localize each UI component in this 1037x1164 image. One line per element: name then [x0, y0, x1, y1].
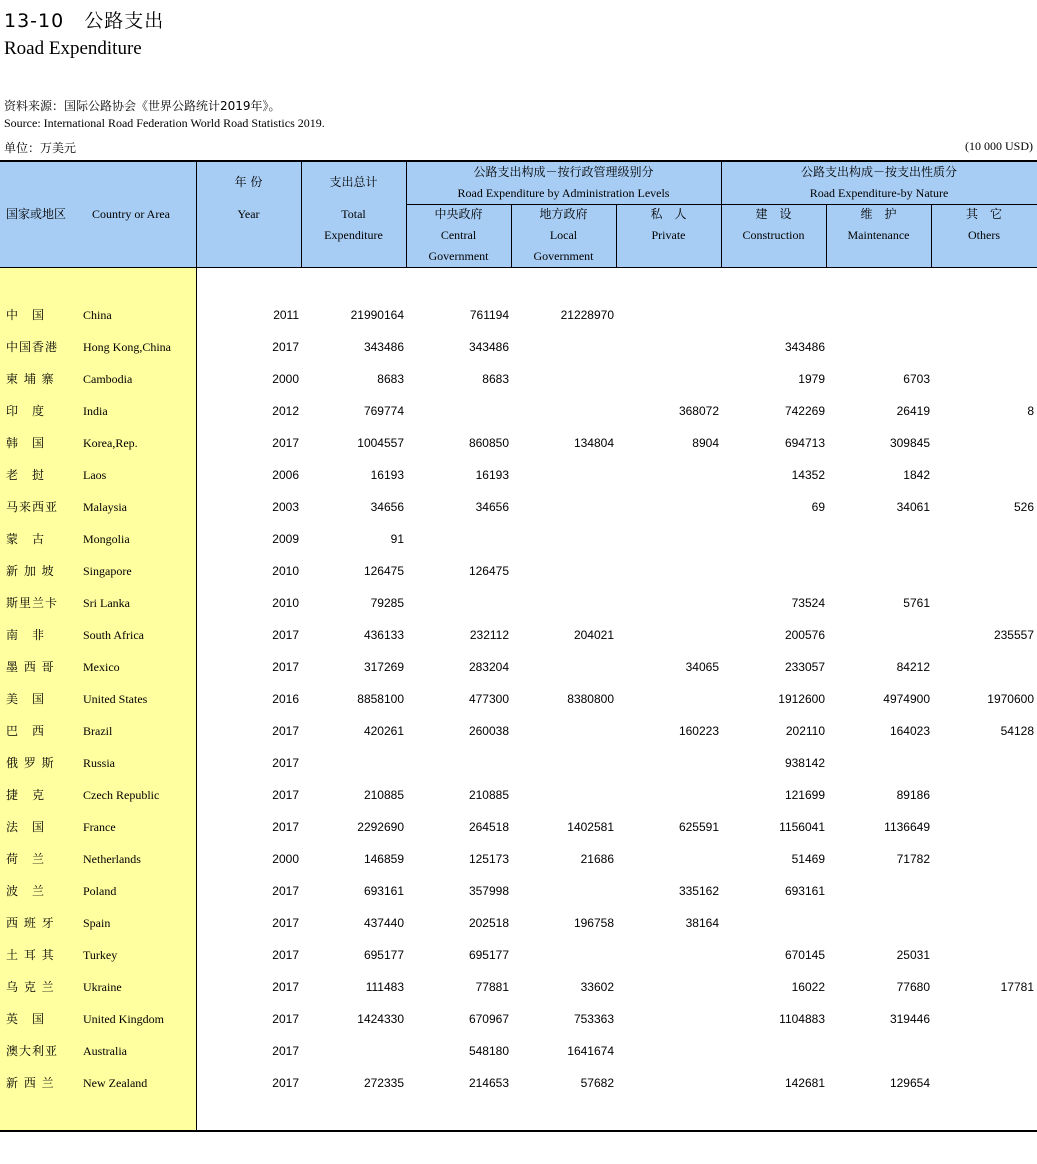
col-central-en-2: Government	[428, 249, 489, 263]
cell-private: 8904	[692, 436, 719, 450]
group-admin-cn: 公路支出构成－按行政管理级别分	[473, 165, 654, 179]
col-local-en-2: Government	[533, 249, 594, 263]
cell-cn: 波 兰	[6, 884, 46, 898]
cell-cons: 693161	[784, 884, 825, 898]
cell-local: 21686	[580, 852, 614, 866]
cell-local: 134804	[573, 436, 614, 450]
cell-maint: 26419	[896, 404, 930, 418]
cell-central: 670967	[468, 1012, 509, 1026]
cell-year: 2010	[272, 564, 299, 578]
cell-cons: 16022	[791, 980, 825, 994]
cell-maint: 25031	[896, 948, 930, 962]
cell-total: 111483	[365, 980, 404, 994]
cell-year: 2006	[272, 468, 299, 482]
cell-others: 1970600	[987, 692, 1034, 706]
source-note-en: Source: International Road Federation World Road Statistics 2019.	[4, 116, 325, 130]
col-local-en-1: Local	[549, 228, 578, 242]
cell-total: 2292690	[357, 820, 404, 834]
col-total-en-1: Total	[341, 207, 366, 221]
cell-en: Czech Republic	[83, 788, 160, 802]
cell-central: 695177	[468, 948, 509, 962]
cell-central: 343486	[468, 340, 509, 354]
col-country-cn: 国家或地区	[6, 207, 67, 221]
cell-cn: 巴 西	[6, 724, 46, 738]
table-row	[0, 811, 1037, 843]
cell-cons: 670145	[784, 948, 825, 962]
cell-total: 272335	[363, 1076, 404, 1090]
cell-central: 34656	[475, 500, 509, 514]
table-header-rule	[0, 267, 1037, 268]
col-total-cn: 支出总计	[329, 175, 378, 189]
cell-cons: 742269	[784, 404, 825, 418]
cell-en: Laos	[83, 468, 107, 482]
page-title-cn: 13-10 公路支出	[4, 10, 165, 32]
col-central-en-1: Central	[440, 228, 477, 242]
cell-private: 160223	[678, 724, 719, 738]
cell-others: 235557	[993, 628, 1034, 642]
cell-maint: 309845	[889, 436, 930, 450]
table-bottom-rule	[0, 1130, 1037, 1132]
cell-year: 2017	[272, 724, 299, 738]
cell-year: 2017	[272, 436, 299, 450]
cell-year: 2017	[272, 916, 299, 930]
cell-cons: 202110	[785, 724, 825, 738]
cell-central: 16193	[475, 468, 509, 482]
col-year-cn: 年 份	[234, 175, 263, 189]
cell-cn: 柬 埔 寨	[6, 372, 55, 386]
cell-cons: 694713	[784, 436, 825, 450]
source-note-cn: 资料来源：国际公路协会《世界公路统计2019年》。	[4, 99, 281, 113]
cell-cn: 墨 西 哥	[6, 660, 55, 674]
cell-cons: 69	[811, 500, 825, 514]
cell-en: Cambodia	[83, 372, 133, 386]
col-private-cn: 私 人	[650, 207, 687, 221]
table-row	[0, 779, 1037, 811]
cell-maint: 84212	[896, 660, 930, 674]
col-maintenance-cn: 维 护	[860, 207, 897, 221]
cell-year: 2017	[272, 1076, 299, 1090]
cell-cn: 南 非	[6, 628, 46, 642]
cell-local: 196758	[573, 916, 614, 930]
col-local-cn: 地方政府	[539, 207, 588, 221]
table-row	[0, 843, 1037, 875]
cell-maint: 319446	[889, 1012, 930, 1026]
cell-cn: 新 加 坡	[6, 564, 55, 578]
cell-en: South Africa	[83, 628, 144, 642]
cell-local: 1402581	[567, 820, 614, 834]
cell-cn: 老 挝	[6, 468, 46, 482]
cell-local: 204021	[573, 628, 614, 642]
cell-cons: 938142	[784, 756, 825, 770]
cell-en: China	[83, 308, 112, 322]
cell-total: 210885	[363, 788, 404, 802]
cell-cn: 英 国	[6, 1012, 46, 1026]
cell-central: 125173	[468, 852, 509, 866]
cell-en: Korea,Rep.	[83, 436, 138, 450]
cell-cn: 西 班 牙	[6, 916, 55, 930]
cell-en: Sri Lanka	[83, 596, 130, 610]
cell-total: 317269	[363, 660, 404, 674]
cell-cn: 乌 克 兰	[6, 980, 55, 994]
col-year-en: Year	[237, 207, 260, 221]
cell-maint: 4974900	[883, 692, 930, 706]
cell-central: 77881	[475, 980, 509, 994]
cell-en: Ukraine	[83, 980, 122, 994]
cell-en: New Zealand	[83, 1076, 148, 1090]
cell-total: 1424330	[357, 1012, 404, 1026]
cell-maint: 129654	[889, 1076, 930, 1090]
cell-year: 2011	[273, 308, 299, 322]
cell-year: 2012	[272, 404, 299, 418]
col-maintenance-en: Maintenance	[847, 228, 910, 242]
cell-cons: 1912600	[778, 692, 825, 706]
cell-total: 436133	[363, 628, 404, 642]
table-row	[0, 1035, 1037, 1067]
cell-total: 91	[390, 532, 404, 546]
cell-central: 260038	[468, 724, 509, 738]
cell-year: 2017	[272, 628, 299, 642]
group-nature-en: Road Expenditure-by Nature	[809, 186, 949, 200]
cell-central: 357998	[468, 884, 509, 898]
cell-total: 695177	[363, 948, 404, 962]
cell-others: 8	[1027, 404, 1034, 418]
cell-maint: 71782	[896, 852, 930, 866]
col-private-en: Private	[651, 228, 686, 242]
cell-cn: 荷 兰	[6, 852, 46, 866]
cell-cons: 14352	[791, 468, 825, 482]
cell-local: 21228970	[560, 308, 614, 322]
group-admin-en: Road Expenditure by Administration Levels	[457, 186, 670, 200]
cell-cn: 捷 克	[6, 788, 46, 802]
col-central-cn: 中央政府	[434, 207, 483, 221]
table-row	[0, 587, 1037, 619]
cell-total: 146859	[363, 852, 404, 866]
table-row	[0, 651, 1037, 683]
cell-en: Singapore	[83, 564, 132, 578]
cell-central: 8683	[482, 372, 509, 386]
cell-en: Mongolia	[83, 532, 130, 546]
cell-cn: 中国香港	[6, 340, 59, 354]
cell-total: 21990164	[350, 308, 404, 322]
cell-central: 264518	[468, 820, 509, 834]
col-construction-en: Construction	[742, 228, 805, 242]
cell-year: 2017	[272, 660, 299, 674]
cell-maint: 34061	[896, 500, 930, 514]
cell-cn: 法 国	[6, 820, 46, 834]
cell-year: 2017	[272, 884, 299, 898]
cell-cn: 斯里兰卡	[6, 596, 59, 610]
cell-cn: 新 西 兰	[6, 1076, 55, 1090]
cell-maint: 6703	[903, 372, 930, 386]
cell-year: 2017	[272, 788, 299, 802]
cell-total: 8858100	[357, 692, 404, 706]
cell-private: 38164	[685, 916, 719, 930]
cell-cons: 1104883	[779, 1012, 825, 1026]
cell-cn: 韩 国	[6, 436, 46, 450]
cell-cn: 蒙 古	[6, 532, 46, 546]
cell-year: 2017	[272, 1012, 299, 1026]
table-row	[0, 907, 1037, 939]
table-row	[0, 715, 1037, 747]
cell-others: 17781	[1000, 980, 1034, 994]
col-country-en: Country or Area	[92, 207, 170, 221]
cell-en: Russia	[83, 756, 116, 770]
cell-en: Australia	[83, 1044, 127, 1058]
cell-others: 526	[1013, 500, 1034, 514]
cell-maint: 1136649	[884, 820, 930, 834]
table-row	[0, 459, 1037, 491]
group-nature-cn: 公路支出构成－按支出性质分	[800, 165, 957, 179]
cell-total: 693161	[363, 884, 404, 898]
cell-private: 335162	[678, 884, 719, 898]
table-row	[0, 395, 1037, 427]
table-row	[0, 555, 1037, 587]
cell-total: 16193	[370, 468, 404, 482]
cell-private: 625591	[678, 820, 719, 834]
table-row	[0, 299, 1037, 331]
cell-total: 769774	[363, 404, 404, 418]
cell-year: 2017	[272, 756, 299, 770]
cell-central: 202518	[468, 916, 509, 930]
cell-en: Spain	[83, 916, 111, 930]
cell-en: Netherlands	[83, 852, 141, 866]
cell-year: 2009	[272, 532, 299, 546]
cell-year: 2016	[272, 692, 299, 706]
col-others-en: Others	[968, 228, 1000, 242]
cell-cons: 200576	[784, 628, 825, 642]
table-row	[0, 747, 1037, 779]
table-row	[0, 523, 1037, 555]
cell-year: 2017	[272, 1044, 299, 1058]
cell-central: 860850	[468, 436, 509, 450]
cell-total: 126475	[363, 564, 404, 578]
cell-cons: 1156041	[779, 820, 825, 834]
cell-cons: 233057	[784, 660, 825, 674]
table-row	[0, 491, 1037, 523]
cell-central: 232112	[469, 628, 509, 642]
col-total-en-2: Expenditure	[324, 228, 383, 242]
table-row	[0, 683, 1037, 715]
cell-cons: 343486	[784, 340, 825, 354]
cell-cons: 73524	[791, 596, 825, 610]
cell-local: 1641674	[567, 1044, 614, 1058]
cell-cn: 美 国	[6, 692, 46, 706]
col-others-cn: 其 它	[965, 207, 1002, 221]
cell-year: 2017	[272, 948, 299, 962]
cell-en: Turkey	[83, 948, 118, 962]
cell-cn: 印 度	[6, 404, 46, 418]
col-construction-cn: 建 设	[755, 207, 792, 221]
cell-cn: 澳大利亚	[6, 1044, 59, 1058]
cell-others: 54128	[1000, 724, 1034, 738]
cell-total: 8683	[377, 372, 404, 386]
cell-cn: 土 耳 其	[6, 948, 55, 962]
cell-central: 126475	[468, 564, 509, 578]
cell-en: United Kingdom	[83, 1012, 164, 1026]
cell-cons: 121699	[784, 788, 825, 802]
cell-central: 548180	[468, 1044, 509, 1058]
table-row	[0, 939, 1037, 971]
cell-maint: 1842	[903, 468, 930, 482]
cell-cons: 142681	[784, 1076, 825, 1090]
cell-year: 2017	[272, 980, 299, 994]
cell-central: 761194	[469, 308, 509, 322]
unit-label-en: (10 000 USD)	[965, 139, 1033, 153]
cell-en: Brazil	[83, 724, 113, 738]
table-row	[0, 363, 1037, 395]
cell-total: 79285	[370, 596, 404, 610]
table-row	[0, 427, 1037, 459]
cell-cn: 俄 罗 斯	[6, 756, 55, 770]
cell-local: 33602	[580, 980, 614, 994]
cell-year: 2000	[272, 372, 299, 386]
cell-private: 34065	[685, 660, 719, 674]
cell-cn: 马来西亚	[6, 500, 59, 514]
table-row	[0, 331, 1037, 363]
table-row	[0, 875, 1037, 907]
cell-central: 210885	[468, 788, 509, 802]
cell-maint: 164023	[889, 724, 930, 738]
page-title-en: Road Expenditure	[4, 38, 142, 59]
table-row	[0, 619, 1037, 651]
cell-total: 437440	[363, 916, 404, 930]
cell-maint: 5761	[903, 596, 930, 610]
table-row	[0, 1067, 1037, 1099]
cell-private: 368072	[678, 404, 719, 418]
cell-maint: 77680	[896, 980, 930, 994]
table-row	[0, 971, 1037, 1003]
cell-en: Poland	[83, 884, 117, 898]
cell-year: 2017	[272, 820, 299, 834]
cell-maint: 89186	[896, 788, 930, 802]
cell-year: 2003	[272, 500, 299, 514]
cell-total: 343486	[363, 340, 404, 354]
cell-en: Hong Kong,China	[83, 340, 171, 354]
cell-en: France	[83, 820, 116, 834]
cell-year: 2000	[272, 852, 299, 866]
cell-total: 1004557	[357, 436, 404, 450]
cell-cons: 51469	[791, 852, 825, 866]
cell-central: 214653	[468, 1076, 509, 1090]
cell-en: Malaysia	[83, 500, 127, 514]
table-row	[0, 1003, 1037, 1035]
unit-label-cn: 单位：万美元	[4, 141, 77, 155]
cell-year: 2010	[272, 596, 299, 610]
cell-en: United States	[83, 692, 148, 706]
cell-central: 283204	[468, 660, 509, 674]
cell-central: 477300	[468, 692, 509, 706]
cell-local: 753363	[573, 1012, 614, 1026]
cell-local: 8380800	[567, 692, 614, 706]
cell-en: India	[83, 404, 108, 418]
cell-cons: 1979	[798, 372, 825, 386]
cell-year: 2017	[272, 340, 299, 354]
cell-total: 34656	[370, 500, 404, 514]
cell-total: 420261	[363, 724, 404, 738]
cell-en: Mexico	[83, 660, 120, 674]
cell-local: 57682	[580, 1076, 614, 1090]
cell-cn: 中 国	[6, 308, 46, 322]
